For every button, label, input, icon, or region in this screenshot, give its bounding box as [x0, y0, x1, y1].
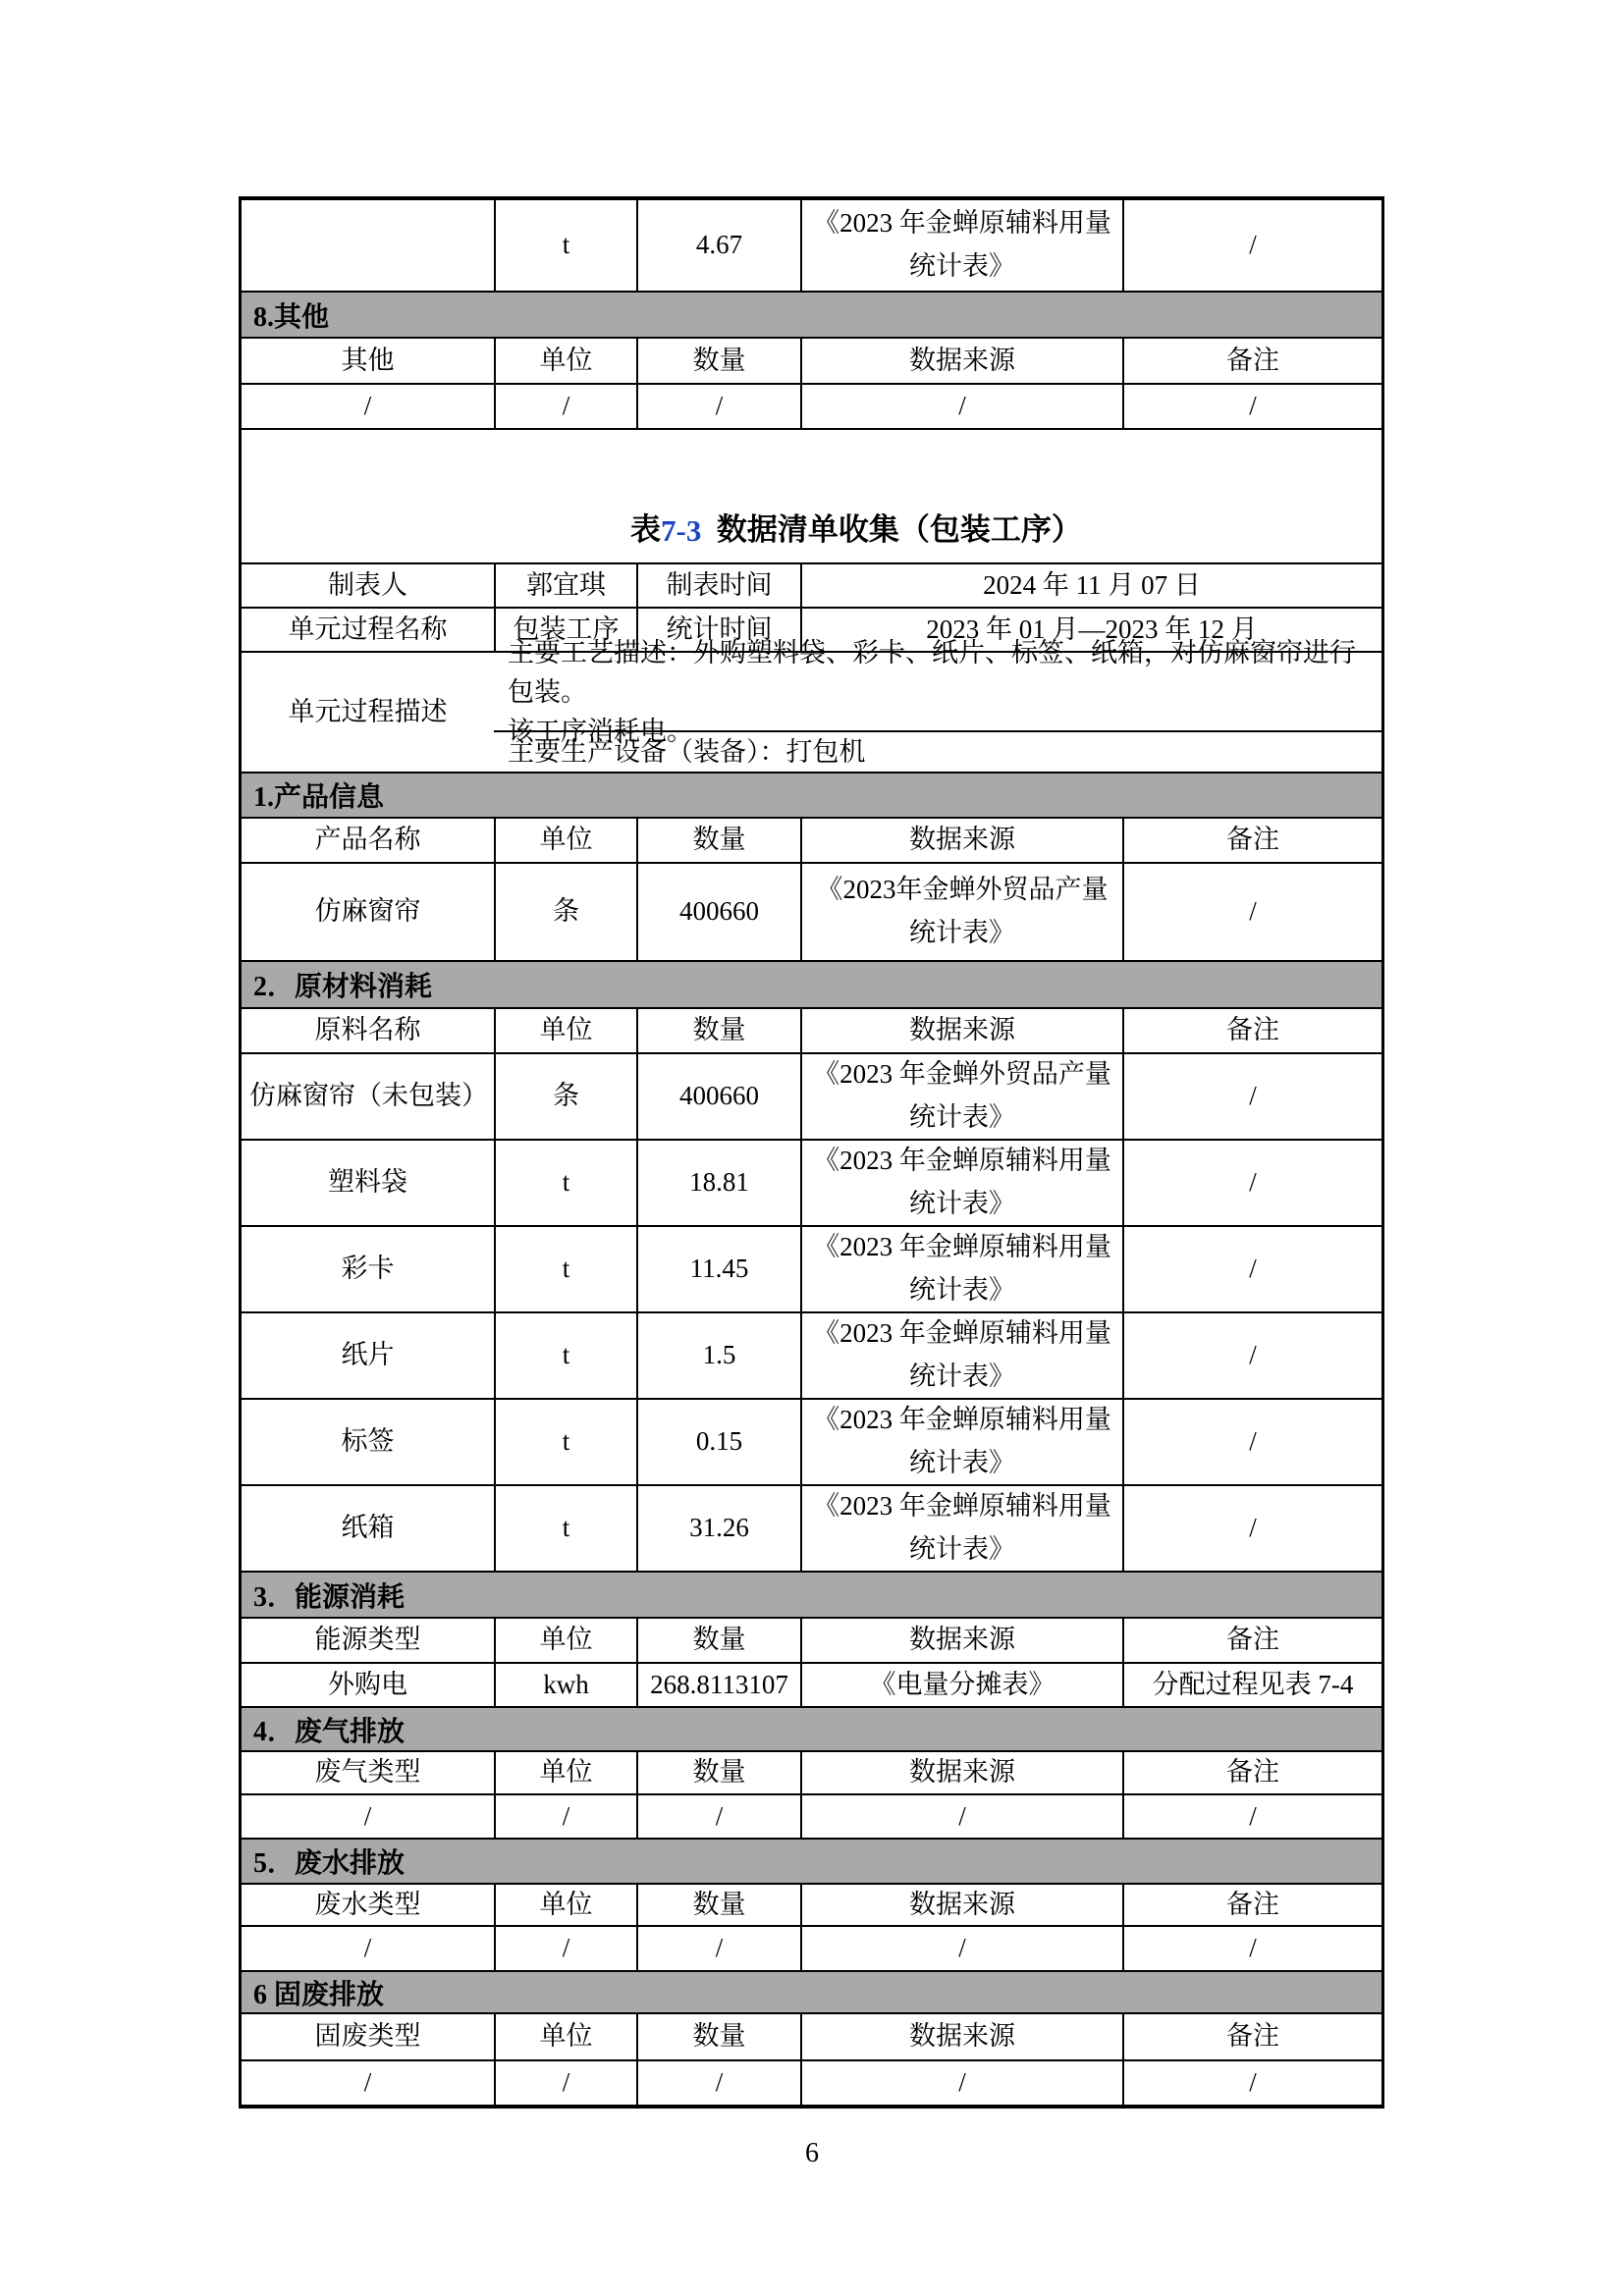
section-header-product	[242, 772, 1381, 817]
table-cell: 《2023 年金蝉原辅料用量统计表》	[800, 1141, 1122, 1225]
table-header-row	[242, 1750, 1381, 1793]
page-number: 6	[805, 2138, 819, 2168]
table-header-row	[242, 2012, 1381, 2059]
table-cell: /	[1122, 1141, 1381, 1225]
make-time-label: 制表时间	[636, 564, 800, 607]
table-cell: /	[1122, 2061, 1381, 2105]
table-cell: /	[800, 1795, 1122, 1838]
table-cell: /	[363, 2067, 372, 2098]
table-cell: /	[1122, 1054, 1381, 1139]
table-cell: 《2023 年金蝉原辅料用量统计表》	[800, 1486, 1122, 1571]
column-header: 固废类型	[314, 2021, 421, 2052]
data-inventory-table	[239, 196, 1384, 2109]
column-header: 数据来源	[800, 339, 1122, 383]
table-row	[242, 1484, 1381, 1571]
column-header: 备注	[1122, 1885, 1381, 1925]
table-cell: /	[1122, 385, 1381, 428]
section-title: 6 固废排放	[253, 1979, 385, 2010]
column-header: 单位	[494, 819, 636, 862]
column-header: 数量	[636, 1619, 800, 1662]
table-cell: /	[494, 1927, 636, 1970]
table-cell: 条	[494, 864, 636, 960]
table-cell: /	[494, 2061, 636, 2105]
column-header: 数量	[636, 1885, 800, 1925]
column-header: 备注	[1122, 339, 1381, 383]
caption-text: 数据清单收集（包装工序）	[701, 512, 1082, 547]
table-cell: 《电量分摊表》	[800, 1664, 1122, 1706]
caption-prefix: 表	[630, 512, 661, 547]
table-cell: 31.26	[636, 1486, 800, 1571]
table-cell: 4.67	[636, 200, 800, 291]
table-cell: /	[636, 385, 800, 428]
table-cell: /	[494, 1795, 636, 1838]
make-time-value: 2024 年 11 月 07 日	[800, 564, 1381, 607]
table-cell: t	[494, 1141, 636, 1225]
table-cell: /	[1122, 1927, 1381, 1970]
table-cell: 条	[494, 1054, 636, 1139]
process-desc-column	[494, 637, 1381, 772]
table-header-row	[242, 337, 1381, 383]
process-desc-line2: 该工序消耗电。	[508, 716, 693, 746]
table-cell: 268.8113107	[636, 1664, 800, 1706]
table-row	[242, 1925, 1381, 1970]
table-cell: 《2023 年金蝉原辅料用量统计表》	[800, 1313, 1122, 1398]
table-cell: 0.15	[636, 1400, 800, 1484]
column-header: 废气类型	[314, 1757, 421, 1788]
column-header: 产品名称	[314, 825, 421, 855]
column-header: 数据来源	[800, 1752, 1122, 1793]
section-title: 5．废水排放	[253, 1848, 406, 1879]
column-header: 数据来源	[800, 1009, 1122, 1052]
section-title: 1.产品信息	[253, 782, 385, 813]
column-header: 单位	[494, 1009, 636, 1052]
table-cell: /	[494, 385, 636, 428]
table-cell: 《2023 年金蝉原辅料用量统计表》	[800, 1227, 1122, 1311]
section-header-solid-waste	[242, 1970, 1381, 2012]
table-cell: 18.81	[636, 1141, 800, 1225]
section-title: 2．原材料消耗	[253, 972, 433, 1002]
table-row	[242, 637, 1381, 772]
table-cell: /	[1122, 864, 1381, 960]
table-row	[242, 1139, 1381, 1225]
column-header: 数量	[636, 339, 800, 383]
table-cell: /	[636, 2061, 800, 2105]
column-header: 数量	[636, 819, 800, 862]
table-cell: t	[494, 1313, 636, 1398]
table-caption	[242, 430, 1381, 562]
column-header: 数据来源	[800, 1885, 1122, 1925]
table-cell: 纸片	[341, 1340, 395, 1370]
table-cell: /	[363, 391, 372, 421]
table-row	[242, 1793, 1381, 1838]
table-cell: 400660	[636, 1054, 800, 1139]
table-cell: t	[494, 1227, 636, 1311]
section-header-other	[242, 291, 1381, 337]
table-cell: t	[494, 200, 636, 291]
table-cell: /	[363, 1933, 372, 1963]
table-cell: 1.5	[636, 1313, 800, 1398]
table-row	[242, 862, 1381, 960]
column-header: 备注	[1122, 819, 1381, 862]
caption-ref: 7-3	[661, 513, 702, 548]
table-cell: 标签	[341, 1426, 395, 1457]
table-row	[242, 1662, 1381, 1706]
table-cell: /	[363, 1800, 372, 1831]
table-row	[242, 383, 1381, 428]
maker-value: 郭宜琪	[494, 564, 636, 607]
table-cell: 《2023 年金蝉原辅料用量统计表》	[800, 200, 1122, 291]
process-desc-line1: 主要工艺描述：外购塑料袋、彩卡、纸片、标签、纸箱，对仿麻窗帘进行包装。	[508, 637, 1356, 707]
column-header: 备注	[1122, 1619, 1381, 1662]
column-header: 单位	[494, 1885, 636, 1925]
table-cell: /	[800, 385, 1122, 428]
table-cell: 《2023年金蝉外贸品产量统计表》	[800, 864, 1122, 960]
equipment-cell: 主要生产设备（装备）：打包机	[494, 730, 1381, 772]
table-cell: /	[1122, 200, 1381, 291]
column-header: 数量	[636, 1009, 800, 1052]
section-title: 8.其他	[253, 301, 330, 333]
section-title: 4．废气排放	[253, 1716, 406, 1747]
table-cell: 《2023 年金蝉原辅料用量统计表》	[800, 1400, 1122, 1484]
column-header: 备注	[1122, 2014, 1381, 2059]
section-title: 3．能源消耗	[253, 1581, 406, 1613]
maker-label: 制表人	[328, 569, 407, 600]
table-cell: /	[636, 1927, 800, 1970]
table-cell: 11.45	[636, 1227, 800, 1311]
table-cell: 仿麻窗帘（未包装）	[249, 1081, 488, 1111]
column-header: 原料名称	[314, 1015, 421, 1045]
table-row	[242, 1311, 1381, 1398]
table-cell: 外购电	[328, 1669, 407, 1699]
table-cell: /	[800, 2061, 1122, 2105]
process-desc-label: 单元过程描述	[288, 696, 448, 726]
table-header-row	[242, 817, 1381, 862]
column-header: 单位	[494, 2014, 636, 2059]
section-header-energy	[242, 1571, 1381, 1617]
table-cell: /	[1122, 1400, 1381, 1484]
column-header: 数据来源	[800, 1619, 1122, 1662]
table-cell: 塑料袋	[328, 1167, 407, 1198]
table-cell: 仿麻窗帘	[314, 896, 421, 927]
table-row	[242, 562, 1381, 607]
table-cell: /	[1122, 1795, 1381, 1838]
table-row	[242, 2059, 1381, 2105]
column-header: 单位	[494, 1619, 636, 1662]
table-cell: 《2023 年金蝉外贸品产量统计表》	[800, 1054, 1122, 1139]
section-header-material	[242, 960, 1381, 1007]
table-cell: /	[1122, 1313, 1381, 1398]
column-header: 备注	[1122, 1752, 1381, 1793]
table-cell: /	[1122, 1227, 1381, 1311]
table-row	[242, 1398, 1381, 1484]
column-header: 数量	[636, 1752, 800, 1793]
process-name-label: 单元过程名称	[288, 614, 448, 644]
table-cell: /	[636, 1795, 800, 1838]
table-header-row	[242, 1007, 1381, 1052]
process-desc-cell	[494, 637, 1381, 746]
section-header-waste-water	[242, 1838, 1381, 1883]
table-row	[242, 200, 1381, 291]
table-cell	[242, 200, 494, 291]
table-row	[242, 1052, 1381, 1139]
table-cell: t	[494, 1486, 636, 1571]
table-cell: /	[1122, 1486, 1381, 1571]
caption-row	[242, 428, 1381, 562]
column-header: 单位	[494, 1752, 636, 1793]
table-cell: 彩卡	[341, 1254, 395, 1284]
column-header: 备注	[1122, 1009, 1381, 1052]
table-cell: kwh	[494, 1664, 636, 1706]
column-header: 数量	[636, 2014, 800, 2059]
table-header-row	[242, 1883, 1381, 1925]
column-header: 数据来源	[800, 819, 1122, 862]
column-header: 废水类型	[314, 1889, 421, 1919]
table-cell: /	[800, 1927, 1122, 1970]
table-header-row	[242, 1617, 1381, 1662]
column-header: 单位	[494, 339, 636, 383]
table-row	[242, 1225, 1381, 1311]
section-header-waste-gas	[242, 1706, 1381, 1750]
column-header: 数据来源	[800, 2014, 1122, 2059]
stat-time-label: 统计时间	[636, 609, 800, 651]
column-header: 能源类型	[314, 1625, 421, 1655]
column-header: 其他	[341, 345, 395, 375]
stat-time-value: 2023 年 01 月—2023 年 12 月	[800, 609, 1381, 651]
table-cell: t	[494, 1400, 636, 1484]
table-cell: 400660	[636, 864, 800, 960]
process-name-value: 包装工序	[494, 609, 636, 651]
table-cell: 分配过程见表 7-4	[1122, 1664, 1381, 1706]
table-cell: 纸箱	[341, 1513, 395, 1543]
